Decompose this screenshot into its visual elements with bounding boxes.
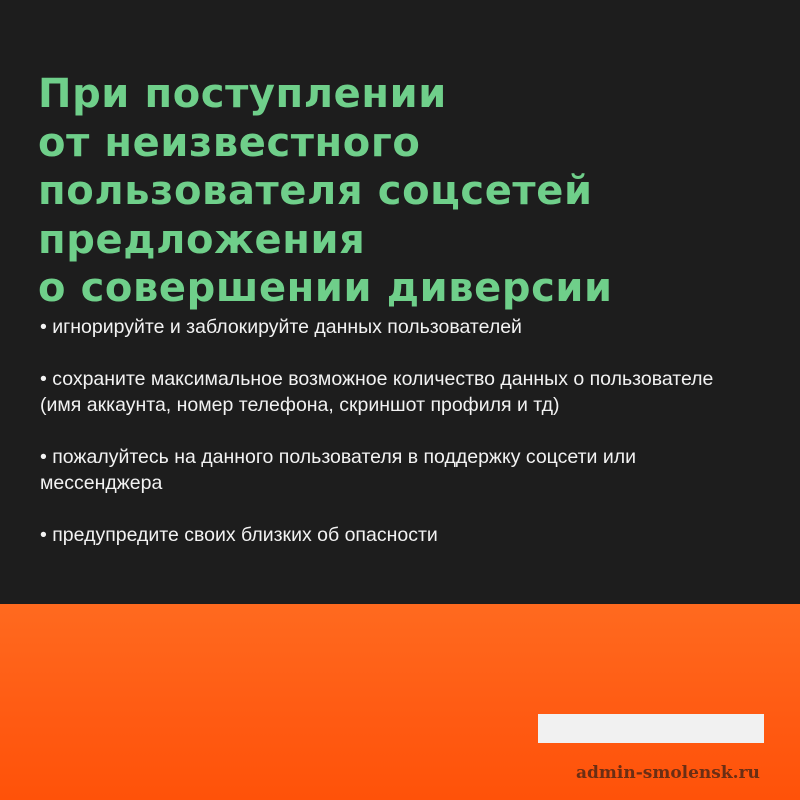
list-item: • предупредите своих близких об опасности [40, 524, 438, 546]
advice-list [40, 314, 752, 574]
headline [38, 70, 778, 313]
headline-line: от неизвестного [38, 119, 421, 166]
list-item: • игнорируйте и заблокируйте данных пользователей [40, 316, 522, 338]
list-item: • пожалуйтесь на данного пользователя в поддержку соцсети или мессенджера [40, 446, 636, 494]
headline-line: пользователя соцсетей [38, 168, 593, 214]
list-item: • сохраните максимальное возможное количество данных о пользователе (имя аккаунта, номер телефона, скриншот профиля и тд) [40, 368, 714, 416]
watermark: admin-smolensk.ru [576, 763, 760, 783]
headline-line: о совершении диверсии [38, 265, 613, 311]
headline-line: предложения [38, 216, 366, 263]
white-bar [538, 714, 764, 743]
headline-line: При поступлении [38, 71, 447, 117]
